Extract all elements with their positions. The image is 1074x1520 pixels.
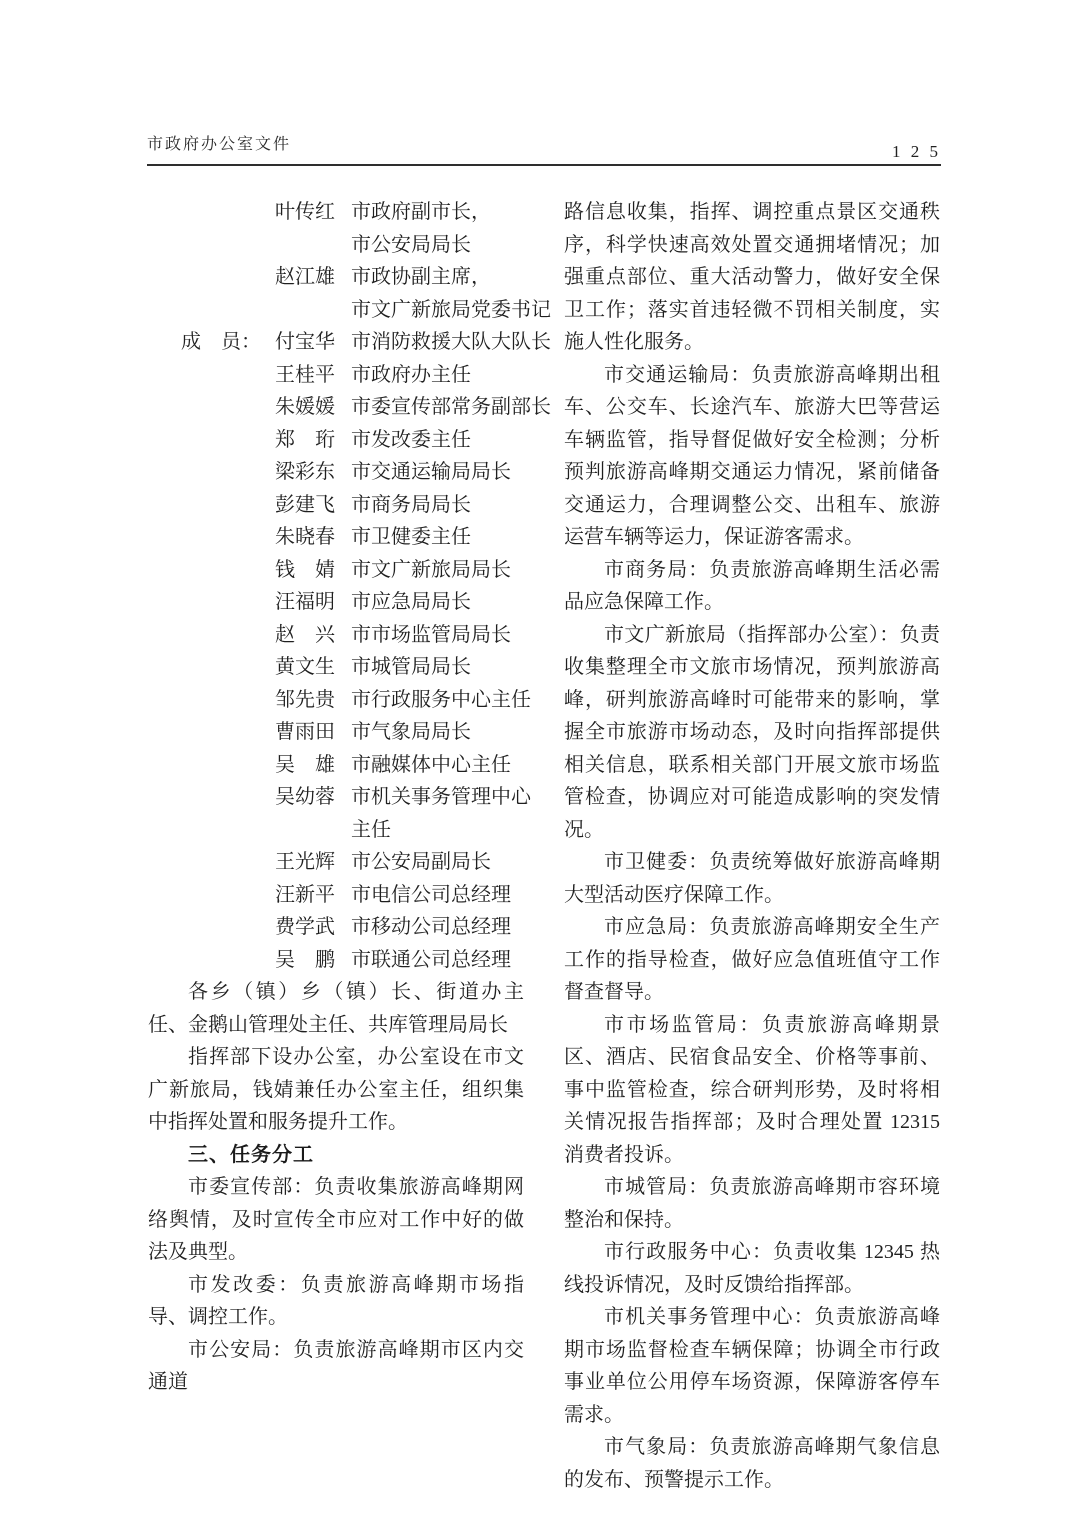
roster-row	[148, 651, 524, 684]
member-name: 王光辉	[275, 851, 335, 873]
roster-row	[148, 846, 524, 879]
member-title	[351, 651, 524, 684]
member-title-line: 市消防救援大队大队长	[351, 331, 551, 353]
member-name: 王桂平	[275, 363, 335, 386]
paragraph: 市应急局：负责旅游高峰期安全生产工作的指导检查，做好应急值班值守工作督查督导。	[564, 916, 940, 1003]
page-number: 1 2 5	[892, 142, 941, 161]
paragraph: 市城管局：负责旅游高峰期市容环境整治和保持。	[564, 1176, 940, 1231]
member-title-line: 市委宣传部常务副部长	[351, 396, 551, 418]
paragraph: 市行政服务中心：负责收集 12345 热线投诉情况，及时反馈给指挥部。	[564, 1241, 940, 1296]
member-title-line: 市机关事务管理中心	[351, 786, 531, 808]
member-title-line: 市卫健委主任	[351, 526, 471, 548]
member-name: 梁彩东	[275, 461, 335, 483]
roster-row	[148, 489, 524, 522]
roster-row	[148, 456, 524, 489]
member-title-line: 市文广新旅局局长	[351, 558, 511, 581]
member-name: 叶传红	[275, 201, 335, 223]
roster-row	[148, 391, 551, 424]
member-title-line: 市交通运输局局长	[351, 461, 511, 483]
member-title-line: 市公安局局长	[351, 233, 471, 256]
member-name: 彭建飞	[275, 493, 335, 516]
member-title-line: 市应急局局长	[351, 591, 471, 613]
paragraph: 三、任务分工	[188, 1143, 314, 1166]
member-title	[351, 554, 524, 587]
member-title	[351, 489, 524, 522]
paragraph: 市气象局：负责旅游高峰期气象信息的发布、预警提示工作。	[564, 1436, 940, 1491]
member-title-line: 市政府副市长，	[351, 201, 491, 223]
roster-row	[148, 619, 524, 652]
member-title	[351, 456, 524, 489]
roster-row	[148, 944, 524, 977]
member-name: 吴 雄	[275, 753, 335, 776]
roster-row	[148, 554, 524, 587]
member-title	[351, 391, 551, 424]
roster-row	[148, 326, 551, 359]
document-body	[148, 196, 940, 1496]
member-title-line: 市行政服务中心主任	[351, 688, 531, 711]
member-title-line: 市商务局局长	[351, 493, 471, 516]
member-title-line: 市融媒体中心主任	[351, 753, 511, 776]
right-paragraphs	[564, 196, 940, 1496]
member-title	[351, 359, 524, 392]
member-title	[351, 781, 531, 846]
member-title	[351, 716, 524, 749]
page-header	[147, 126, 941, 166]
paragraph: 指挥部下设办公室，办公室设在市文广新旅局，钱婧兼任办公室主任，组织集中指挥处置和服务提升工作。	[148, 1046, 524, 1133]
member-title-line: 市移动公司总经理	[351, 916, 511, 938]
paragraph: 市卫健委：负责统筹做好旅游高峰期大型活动医疗保障工作。	[564, 851, 940, 906]
member-name: 朱晓春	[275, 526, 335, 548]
member-title	[351, 521, 524, 554]
doc-label: 市政府办公室文件	[147, 136, 292, 153]
member-title-line: 市政府办主任	[351, 363, 471, 386]
paragraph: 市商务局：负责旅游高峰期生活必需品应急保障工作。	[564, 558, 940, 613]
member-name: 吴幼蓉	[275, 786, 335, 808]
member-name: 曹雨田	[275, 721, 335, 743]
right-column	[564, 196, 940, 1496]
member-title-line: 市政协副主席，	[351, 266, 491, 288]
member-name: 吴 鹏	[275, 948, 335, 971]
member-title	[351, 911, 524, 944]
member-roster	[148, 196, 551, 976]
member-name: 钱 婧	[275, 558, 335, 581]
member-name: 赵江雄	[275, 266, 335, 288]
paragraph: 市公安局：负责旅游高峰期市区内交通道	[148, 1338, 524, 1393]
member-title-line: 主任	[351, 818, 391, 841]
member-title	[351, 424, 524, 457]
roster-row	[148, 521, 524, 554]
member-title	[351, 879, 524, 912]
roster-row	[148, 781, 531, 846]
roster-row	[148, 684, 531, 717]
member-title	[351, 749, 524, 782]
roster-role-label: 成 员：	[181, 331, 261, 353]
paragraph: 市发改委：负责旅游高峰期市场指导、调控工作。	[148, 1273, 524, 1328]
roster-row	[148, 716, 524, 749]
member-title	[351, 326, 551, 359]
member-title	[351, 196, 524, 261]
paragraph: 市机关事务管理中心：负责旅游高峰期市场监督检查车辆保障；协调全市行政事业单位公用停车场资源，保障游客停车需求。	[564, 1306, 940, 1426]
member-title-line: 市联通公司总经理	[351, 948, 511, 971]
left-paragraphs	[148, 976, 524, 1399]
member-title-line: 市文广新旅局党委书记	[351, 298, 551, 321]
member-title	[351, 619, 524, 652]
member-title-line: 市电信公司总经理	[351, 883, 511, 906]
member-title-line: 市发改委主任	[351, 428, 471, 451]
paragraph: 路信息收集，指挥、调控重点景区交通秩序，科学快速高效处置交通拥堵情况；加强重点部位、重大活动警力，做好安全保卫工作；落实首违轻微不罚相关制度，实施人性化服务。	[564, 201, 940, 353]
roster-row	[148, 196, 524, 261]
roster-row	[148, 911, 524, 944]
member-title	[351, 586, 524, 619]
left-column	[148, 196, 551, 1496]
member-title-line: 市公安局副局长	[351, 851, 491, 873]
member-name: 黄文生	[275, 656, 335, 678]
member-name: 邹先贵	[275, 688, 335, 711]
paragraph: 市交通运输局：负责旅游高峰期出租车、公交车、长途汽车、旅游大巴等营运车辆监管，指导督促做好安全检测；分析预判旅游高峰期交通运力情况，紧前储备交通运力，合理调整公交、出租车、旅游运营车辆等运力，保证游客需求。	[564, 363, 940, 548]
paragraph: 各乡（镇）乡（镇）长、街道办主任、金鹅山管理处主任、共库管理局局长	[148, 981, 524, 1036]
member-title-line: 市市场监管局局长	[351, 623, 511, 646]
member-name: 汪新平	[275, 883, 335, 906]
roster-row	[148, 359, 524, 392]
member-title	[351, 944, 524, 977]
member-title	[351, 684, 531, 717]
roster-row	[148, 749, 524, 782]
paragraph: 市市场监管局：负责旅游高峰期景区、酒店、民宿食品安全、价格等事前、事中监管检查，综合研判形势，及时将相关情况报告指挥部；及时合理处置 12315 消费者投诉。	[564, 1013, 940, 1166]
member-title	[351, 261, 551, 326]
paragraph: 市文广新旅局（指挥部办公室）：负责收集整理全市文旅市场情况，预判旅游高峰，研判旅游高峰时可能带来的影响，掌握全市旅游市场动态，及时向指挥部提供相关信息，联系相关部门开展文旅市场监管检查，协调应对可能造成影响的突发情况。	[564, 623, 940, 841]
paragraph: 市委宣传部：负责收集旅游高峰期网络舆情，及时宣传全市应对工作中好的做法及典型。	[148, 1176, 524, 1263]
member-name: 费学武	[275, 916, 335, 938]
member-name: 汪福明	[275, 591, 335, 613]
member-name: 付宝华	[275, 331, 335, 353]
roster-row	[148, 879, 524, 912]
member-name: 郑 珩	[275, 428, 335, 451]
roster-row	[148, 424, 524, 457]
member-name: 朱媛媛	[275, 396, 335, 418]
roster-row	[148, 261, 551, 326]
roster-row	[148, 586, 524, 619]
member-name: 赵 兴	[275, 623, 335, 646]
member-title-line: 市城管局局长	[351, 656, 471, 678]
member-title	[351, 846, 524, 879]
member-title-line: 市气象局局长	[351, 721, 471, 743]
